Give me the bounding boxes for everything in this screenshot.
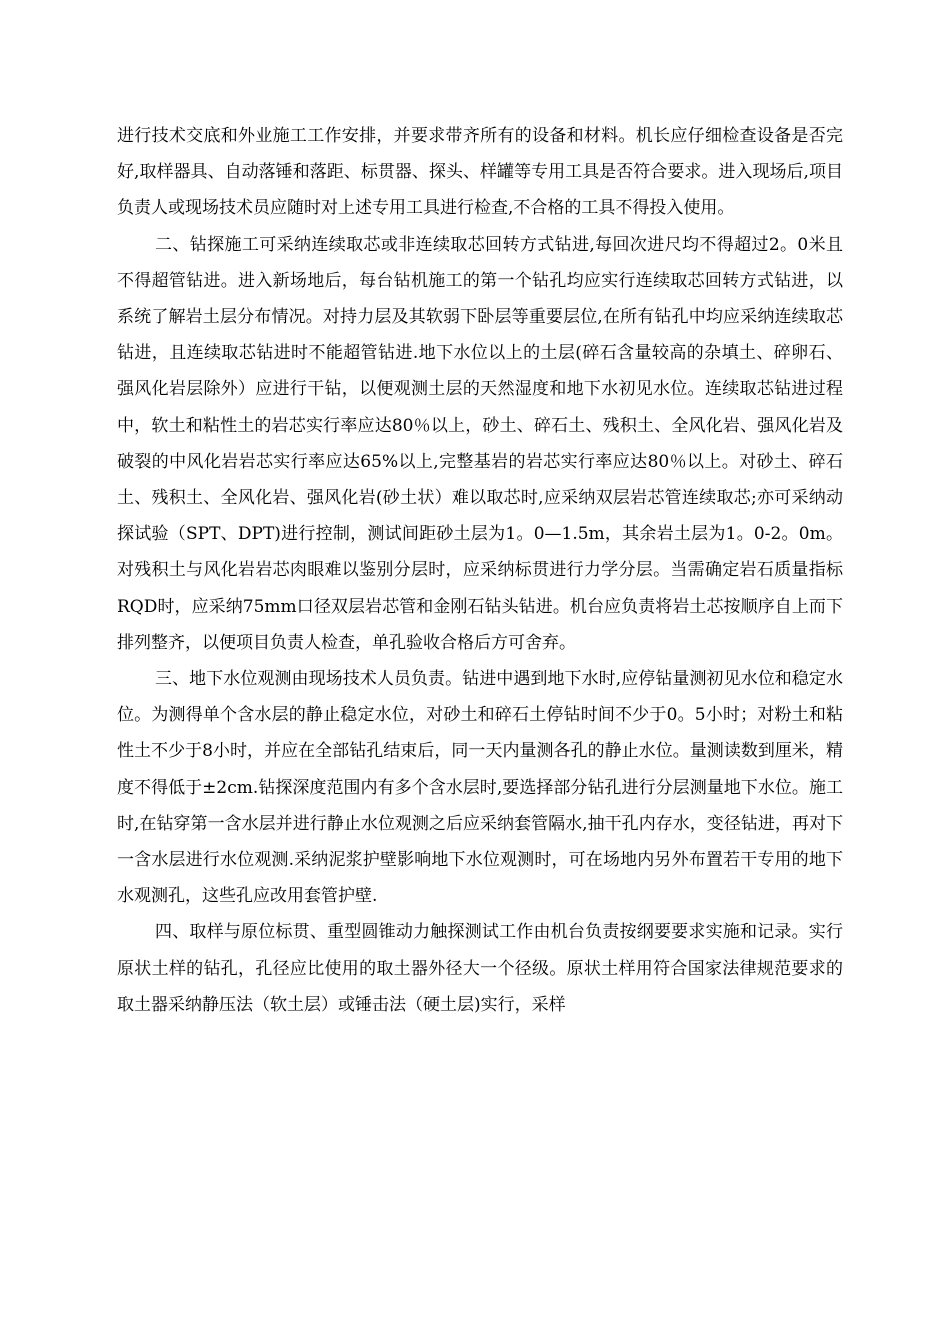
document-page bbox=[117, 118, 843, 1023]
paragraph-sampling: 四、取样与原位标贯、重型圆锥动力触探测试工作由机台负责按纲要要求实施和记录。实行原状土样的钻孔，孔径应比使用的取土器外径大一个径级。原状土样用符合国家法律规范要求的取土器采纳静压法（软土层）或锤击法（硬土层)实行，采样 bbox=[117, 922, 843, 1015]
paragraph-groundwater: 三、地下水位观测由现场技术人员负责。钻进中遇到地下水时,应停钻量测初见水位和稳定水位。为测得单个含水层的静止稳定水位，对砂土和碎石土停钻时间不少于0。5小时；对粉土和粘性土不少于8小时，并应在全部钻孔结束后，同一天内量测各孔的静止水位。量测读数到厘米，精度不得低于±2cm.钻探深度范围内有多个含水层时,要选择部分钻孔进行分层测量地下水位。施工时,在钻穿第一含水层并进行静止水位观测之后应采纳套管隔水,抽干孔内存水，变径钻进，再对下一含水层进行水位观测.采纳泥浆护壁影响地下水位观测时，可在场地内另外布置若干专用的地下水观测孔，这些孔应改用套管护壁. bbox=[117, 669, 843, 907]
paragraph-preparation: 进行技术交底和外业施工工作安排，并要求带齐所有的设备和材料。机长应仔细检查设备是否完好,取样器具、自动落锤和落距、标贯器、探头、样罐等专用工具是否符合要求。进入现场后,项目负责人或现场技术员应随时对上述专用工具进行检查,不合格的工具不得投入使用。 bbox=[117, 126, 843, 219]
paragraph-drilling: 二、钻探施工可采纳连续取芯或非连续取芯回转方式钻进,每回次进尺均不得超过2。0米且不得超管钻进。进入新场地后，每台钻机施工的第一个钻孔均应实行连续取芯回转方式钻进，以系统了解岩土层分布情况。对持力层及其软弱下卧层等重要层位,在所有钻孔中均应采纳连续取芯钻进，且连续取芯钻进时不能超管钻进.地下水位以上的土层(碎石含量较高的杂填土、碎卵石、强风化岩层除外）应进行干钻，以便观测土层的天然湿度和地下水初见水位。连续取芯钻进过程中，软土和粘性土的岩芯实行率应达80％以上，砂土、碎石土、残积土、全风化岩、强风化岩及破裂的中风化岩岩芯实行率应达65%以上,完整基岩的岩芯实行率应达80％以上。对砂土、碎石土、残积土、全风化岩、强风化岩(砂土状）难以取芯时,应采纳双层岩芯管连续取芯;亦可采纳动探试验（SPT、DPT)进行控制，测试间距砂土层为1。0—1.5m，其余岩土层为1。0-2。0m。对残积土与风化岩岩芯肉眼难以鉴别分层时，应采纳标贯进行力学分层。当需确定岩石质量指标RQD时，应采纳75mm口径双层岩芯管和金刚石钻头钻进。机台应负责将岩土芯按顺序自上而下排列整齐，以便项目负责人检查，单孔验收合格后方可舍弃。 bbox=[117, 234, 843, 653]
